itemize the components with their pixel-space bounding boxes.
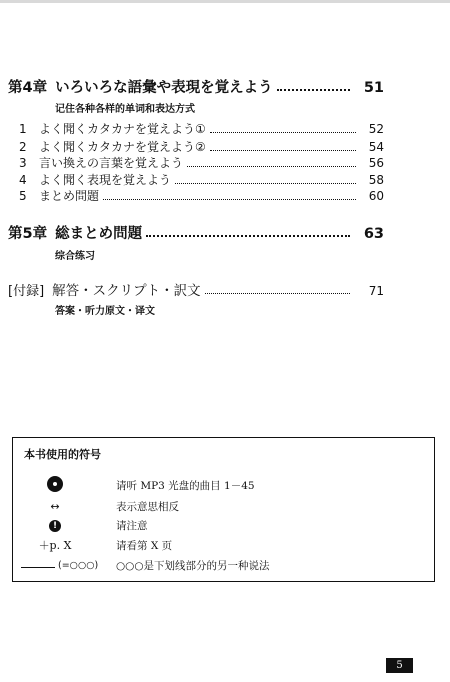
item-page: 54 <box>368 140 384 154</box>
symbol-legend-box <box>12 437 435 582</box>
dot-leader <box>210 150 356 151</box>
legend-row <box>13 536 434 554</box>
item-title: 言い換えの言葉を覚えよう <box>39 156 184 170</box>
toc-chapter-4[interactable] <box>8 76 384 94</box>
legend-text: ○○○是下划线部分的另一种说法 <box>116 559 270 572</box>
chapter-title: いろいろな語彙や表現を覚えよう <box>55 80 273 96</box>
item-number: 5 <box>19 189 27 203</box>
chapter-subtitle: 综合练习 <box>55 251 95 262</box>
toc-item[interactable] <box>19 171 384 187</box>
appendix-title: 解答・スクリプト・訳文 <box>52 283 201 299</box>
arrow-both-icon: ↔ <box>50 499 60 513</box>
chapter-label: 第5章 <box>8 226 48 242</box>
legend-row <box>13 556 434 574</box>
appendix-subtitle: 答案・听力原文・译文 <box>55 306 155 317</box>
chapter-label: 第4章 <box>8 80 48 96</box>
item-title: よく聞くカタカナを覚えよう① <box>39 122 206 136</box>
item-title: まとめ問題 <box>39 189 100 203</box>
toc-appendix[interactable] <box>8 279 384 297</box>
paraphrase-icon: (=○○○) <box>21 560 111 571</box>
appendix-page: 71 <box>368 284 384 298</box>
chapter-page: 51 <box>363 80 384 96</box>
legend-text: 请注意 <box>116 519 148 532</box>
item-number: 4 <box>19 173 27 187</box>
toc-chapter-5[interactable] <box>8 222 384 240</box>
legend-title: 本书使用的符号 <box>24 448 101 461</box>
page-ref-icon: ＋p. X <box>38 539 72 552</box>
dot-leader <box>210 132 356 133</box>
legend-row <box>13 476 434 494</box>
toc-item[interactable] <box>19 120 384 136</box>
dot-leader <box>175 183 356 184</box>
item-title: よく聞く表現を覚えよう <box>39 173 172 187</box>
toc-item[interactable] <box>19 138 384 154</box>
item-title: よく聞くカタカナを覚えよう② <box>39 140 206 154</box>
item-number: 3 <box>19 156 27 170</box>
dot-leader <box>103 199 356 200</box>
item-number: 1 <box>19 122 27 136</box>
dot-leader <box>146 235 350 237</box>
caution-icon: ! <box>37 518 73 532</box>
chapter-title: 総まとめ問題 <box>55 226 143 242</box>
dot-leader <box>205 293 350 294</box>
page-number: 5 <box>386 658 413 673</box>
dot-leader <box>187 166 356 167</box>
legend-text: 请听 MP3 光盘的曲目 1－45 <box>116 479 255 492</box>
chapter-subtitle: 记住各种各样的单词和表达方式 <box>55 104 195 115</box>
legend-row <box>13 497 434 515</box>
appendix-label: [付録] <box>8 284 45 299</box>
item-page: 58 <box>368 173 384 187</box>
chapter-page: 63 <box>363 226 384 242</box>
item-page: 52 <box>368 122 384 136</box>
legend-text: 请看第 X 页 <box>116 539 173 552</box>
cd-icon <box>37 476 73 495</box>
legend-text: 表示意思相反 <box>116 500 179 513</box>
top-border <box>0 0 450 3</box>
item-number: 2 <box>19 140 27 154</box>
item-page: 56 <box>368 156 384 170</box>
legend-row <box>13 516 434 534</box>
dot-leader <box>277 89 350 91</box>
toc-item[interactable] <box>19 187 384 203</box>
item-page: 60 <box>368 189 384 203</box>
toc-item[interactable] <box>19 154 384 170</box>
